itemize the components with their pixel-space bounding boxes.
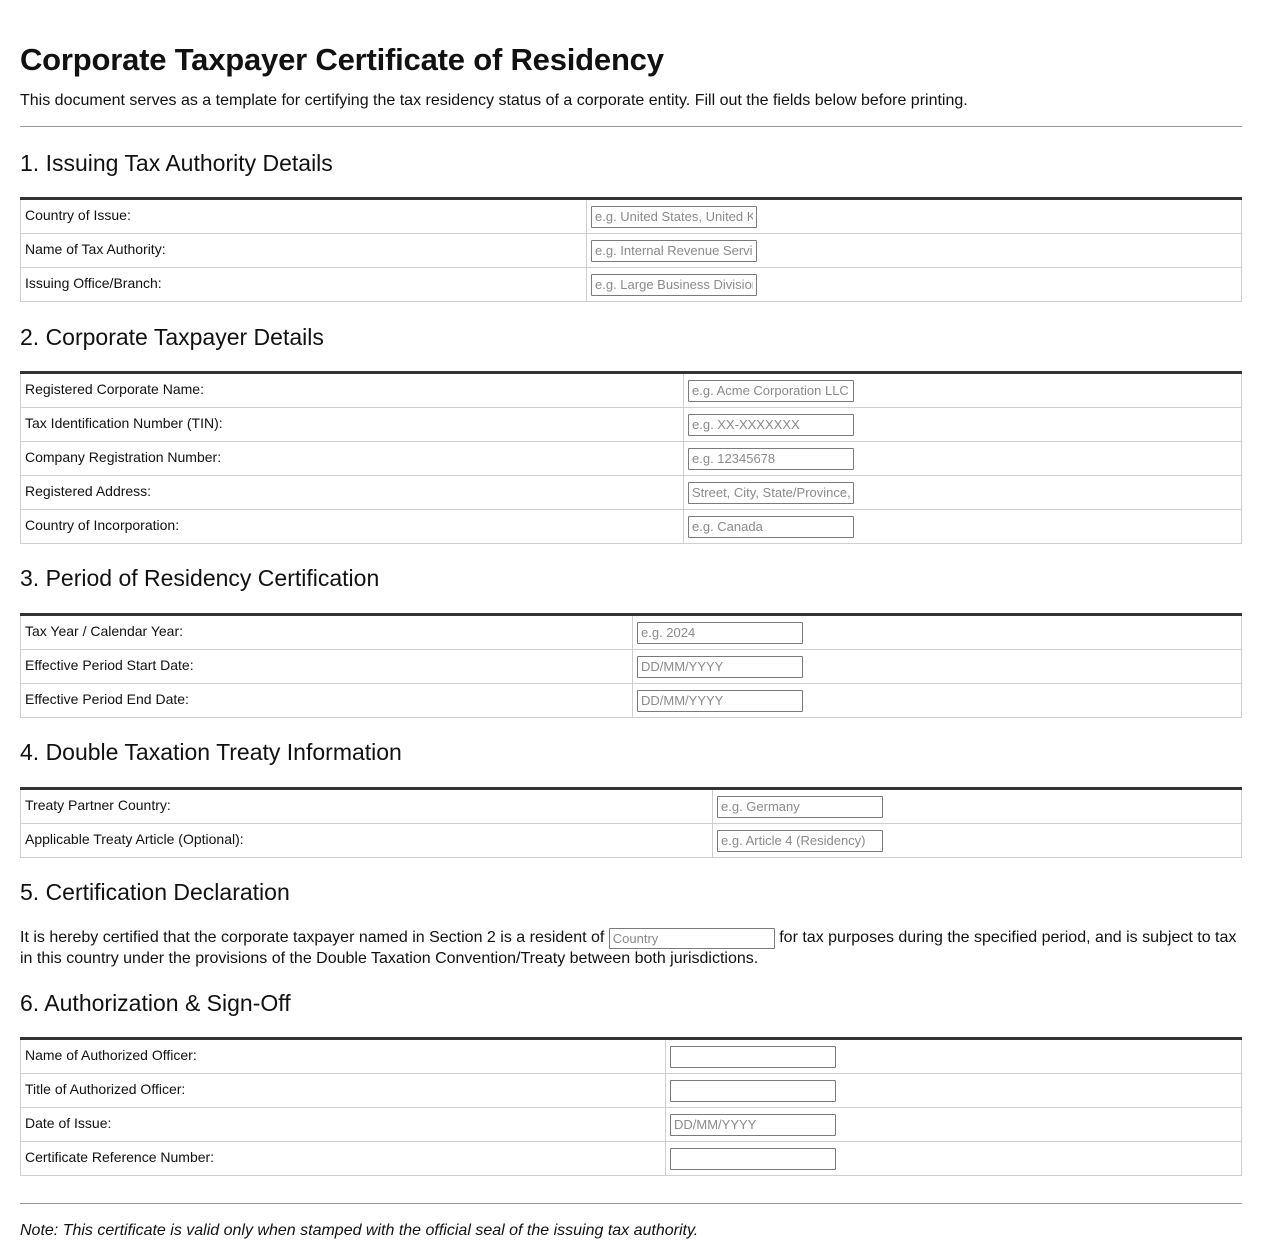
registered-address-input[interactable] bbox=[688, 482, 854, 504]
issuing-office-input[interactable] bbox=[591, 274, 757, 296]
table-row bbox=[21, 1074, 1242, 1108]
field-label: Name of Tax Authority: bbox=[21, 234, 587, 268]
officer-name-input[interactable] bbox=[670, 1046, 836, 1068]
table-row bbox=[21, 268, 1242, 302]
field-label: Applicable Treaty Article (Optional): bbox=[21, 824, 713, 858]
residency-period-table bbox=[20, 613, 1242, 718]
declaration-paragraph bbox=[20, 927, 1242, 969]
page-title: Corporate Taxpayer Certificate of Residency bbox=[20, 42, 664, 77]
corporate-taxpayer-table bbox=[20, 371, 1242, 544]
table-row bbox=[21, 1142, 1242, 1176]
field-label: Tax Year / Calendar Year: bbox=[21, 615, 633, 650]
field-label: Company Registration Number: bbox=[21, 442, 684, 476]
declaration-text-before: It is hereby certified that the corporate taxpayer named in Section 2 is a resident of bbox=[20, 929, 605, 946]
footer-note: Note: This certificate is valid only when stamped with the official seal of the issuing tax authority. bbox=[20, 1222, 699, 1239]
certificate-reference-input[interactable] bbox=[670, 1148, 836, 1170]
officer-title-input[interactable] bbox=[670, 1080, 836, 1102]
section-heading-treaty: 4. Double Taxation Treaty Information bbox=[20, 739, 402, 765]
country-of-issue-input[interactable] bbox=[591, 206, 757, 228]
end-date-input[interactable] bbox=[637, 690, 803, 712]
corporate-name-input[interactable] bbox=[688, 380, 854, 402]
table-row bbox=[21, 442, 1242, 476]
table-row bbox=[21, 234, 1242, 268]
table-row bbox=[21, 824, 1242, 858]
start-date-input[interactable] bbox=[637, 656, 803, 678]
table-row bbox=[21, 1039, 1242, 1074]
tax-year-input[interactable] bbox=[637, 622, 803, 644]
divider bbox=[20, 126, 1242, 127]
field-label: Country of Issue: bbox=[21, 199, 587, 234]
authorization-table bbox=[20, 1037, 1242, 1176]
field-label: Date of Issue: bbox=[21, 1108, 666, 1142]
section-heading-authorization: 6. Authorization & Sign-Off bbox=[20, 990, 291, 1016]
table-row bbox=[21, 476, 1242, 510]
field-label: Effective Period Start Date: bbox=[21, 650, 633, 684]
treaty-table bbox=[20, 787, 1242, 858]
field-label: Certificate Reference Number: bbox=[21, 1142, 666, 1176]
field-label: Country of Incorporation: bbox=[21, 510, 684, 544]
field-label: Name of Authorized Officer: bbox=[21, 1039, 666, 1074]
section-heading-declaration: 5. Certification Declaration bbox=[20, 879, 290, 905]
declaration-country-input[interactable] bbox=[609, 928, 775, 949]
date-of-issue-input[interactable] bbox=[670, 1114, 836, 1136]
intro-text: This document serves as a template for certifying the tax residency status of a corporate entity. Fill out the fields below before printing. bbox=[20, 92, 968, 109]
section-heading-corporate-taxpayer: 2. Corporate Taxpayer Details bbox=[20, 324, 324, 350]
field-label: Effective Period End Date: bbox=[21, 684, 633, 718]
country-of-incorporation-input[interactable] bbox=[688, 516, 854, 538]
declaration-text-after: for tax purposes during the specified period, and is subject to tax in this country under the provisions of the Double Taxation Convention/Treaty between both jurisdictions. bbox=[20, 929, 1237, 967]
field-label: Tax Identification Number (TIN): bbox=[21, 408, 684, 442]
section-heading-residency-period: 3. Period of Residency Certification bbox=[20, 565, 380, 591]
field-label: Title of Authorized Officer: bbox=[21, 1074, 666, 1108]
field-label: Treaty Partner Country: bbox=[21, 789, 713, 824]
table-row bbox=[21, 650, 1242, 684]
table-row bbox=[21, 684, 1242, 718]
table-row bbox=[21, 199, 1242, 234]
table-row bbox=[21, 615, 1242, 650]
treaty-article-input[interactable] bbox=[717, 830, 883, 852]
table-row bbox=[21, 373, 1242, 408]
table-row bbox=[21, 1108, 1242, 1142]
table-row bbox=[21, 510, 1242, 544]
issuing-authority-table bbox=[20, 197, 1242, 302]
tin-input[interactable] bbox=[688, 414, 854, 436]
registration-number-input[interactable] bbox=[688, 448, 854, 470]
field-label: Registered Corporate Name: bbox=[21, 373, 684, 408]
field-label: Registered Address: bbox=[21, 476, 684, 510]
field-label: Issuing Office/Branch: bbox=[21, 268, 587, 302]
treaty-partner-country-input[interactable] bbox=[717, 796, 883, 818]
table-row bbox=[21, 789, 1242, 824]
section-heading-issuing-authority: 1. Issuing Tax Authority Details bbox=[20, 150, 333, 176]
tax-authority-name-input[interactable] bbox=[591, 240, 757, 262]
table-row bbox=[21, 408, 1242, 442]
footer-divider bbox=[20, 1203, 1242, 1204]
